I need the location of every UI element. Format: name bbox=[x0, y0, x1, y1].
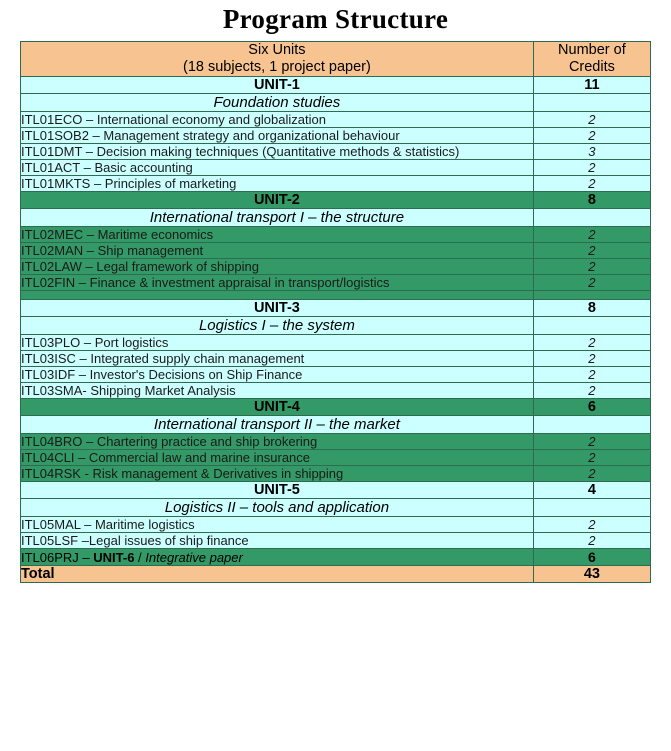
unit-label: UNIT-3 bbox=[21, 300, 534, 317]
subject-credits: 2 bbox=[533, 466, 650, 482]
subject-name: ITL02MEC – Maritime economics bbox=[21, 227, 534, 243]
subject-name: ITL02MAN – Ship management bbox=[21, 243, 534, 259]
subject-credits: 2 bbox=[533, 259, 650, 275]
subject-name: ITL02FIN – Finance & investment appraisal in transport/logistics bbox=[21, 275, 534, 291]
spacer-cell bbox=[21, 291, 534, 300]
subject-credits: 2 bbox=[533, 367, 650, 383]
header-credits-cell bbox=[533, 42, 650, 77]
unit-label: UNIT-1 bbox=[21, 77, 534, 94]
section-title-row bbox=[21, 317, 651, 335]
unit-label: UNIT-2 bbox=[21, 192, 534, 209]
section-title: International transport I – the structure bbox=[21, 209, 534, 227]
unit-label: UNIT-4 bbox=[21, 399, 534, 416]
project-paper-separator: / bbox=[134, 549, 146, 565]
spacer-cell bbox=[533, 291, 650, 300]
unit-row bbox=[21, 399, 651, 416]
subject-credits: 2 bbox=[533, 275, 650, 291]
unit-credits: 4 bbox=[533, 482, 650, 499]
subject-credits: 2 bbox=[533, 351, 650, 367]
project-paper-unit: UNIT-6 bbox=[93, 549, 135, 565]
table-row bbox=[21, 128, 651, 144]
total-credits: 43 bbox=[533, 566, 650, 583]
section-title-credits bbox=[533, 499, 650, 517]
table-row bbox=[21, 160, 651, 176]
subject-credits: 2 bbox=[533, 335, 650, 351]
project-paper-row bbox=[21, 549, 651, 566]
project-paper-name bbox=[21, 549, 534, 566]
table-row bbox=[21, 144, 651, 160]
table-row bbox=[21, 533, 651, 549]
section-title-credits bbox=[533, 416, 650, 434]
section-title-row bbox=[21, 416, 651, 434]
table-row bbox=[21, 434, 651, 450]
subject-credits: 3 bbox=[533, 144, 650, 160]
table-row bbox=[21, 351, 651, 367]
subject-name: ITL03ISC – Integrated supply chain management bbox=[21, 351, 534, 367]
project-paper-credits: 6 bbox=[533, 549, 650, 566]
subject-credits: 2 bbox=[533, 517, 650, 533]
subject-name: ITL01MKTS – Principles of marketing bbox=[21, 176, 534, 192]
table-header-row bbox=[21, 42, 651, 77]
section-title: Logistics I – the system bbox=[21, 317, 534, 335]
subject-name: ITL03IDF – Investor's Decisions on Ship Finance bbox=[21, 367, 534, 383]
section-title-credits bbox=[533, 94, 650, 112]
section-title-row bbox=[21, 94, 651, 112]
table-row bbox=[21, 517, 651, 533]
spacer-row bbox=[21, 291, 651, 300]
section-title-row bbox=[21, 499, 651, 517]
subject-name: ITL05MAL – Maritime logistics bbox=[21, 517, 534, 533]
total-row bbox=[21, 566, 651, 583]
subject-name: ITL03PLO – Port logistics bbox=[21, 335, 534, 351]
table-row bbox=[21, 367, 651, 383]
unit-credits: 11 bbox=[533, 77, 650, 94]
total-label: Total bbox=[21, 566, 534, 583]
subject-name: ITL01ECO – International economy and globalization bbox=[21, 112, 534, 128]
header-units-line2: (18 subjects, 1 project paper) bbox=[183, 59, 371, 75]
header-credits-line2: Credits bbox=[568, 59, 615, 75]
subject-name: ITL02LAW – Legal framework of shipping bbox=[21, 259, 534, 275]
subject-name: ITL04CLI – Commercial law and marine insurance bbox=[21, 450, 534, 466]
subject-credits: 2 bbox=[533, 383, 650, 399]
unit-credits: 8 bbox=[533, 192, 650, 209]
table-row bbox=[21, 259, 651, 275]
table-row bbox=[21, 450, 651, 466]
program-structure-table bbox=[20, 41, 651, 583]
section-title: Logistics II – tools and application bbox=[21, 499, 534, 517]
unit-row bbox=[21, 482, 651, 499]
unit-row bbox=[21, 77, 651, 94]
subject-credits: 2 bbox=[533, 176, 650, 192]
subject-credits: 2 bbox=[533, 450, 650, 466]
subject-credits: 2 bbox=[533, 160, 650, 176]
subject-credits: 2 bbox=[533, 128, 650, 144]
table-row bbox=[21, 275, 651, 291]
table-row bbox=[21, 112, 651, 128]
subject-credits: 2 bbox=[533, 533, 650, 549]
section-title-credits bbox=[533, 317, 650, 335]
header-units-cell bbox=[21, 42, 534, 77]
subject-name: ITL03SMA- Shipping Market Analysis bbox=[21, 383, 534, 399]
subject-credits: 2 bbox=[533, 227, 650, 243]
unit-credits: 8 bbox=[533, 300, 650, 317]
header-credits-line1: Number of bbox=[558, 42, 626, 58]
table-row bbox=[21, 335, 651, 351]
subject-credits: 2 bbox=[533, 434, 650, 450]
page-title: Program Structure bbox=[222, 4, 449, 34]
table-row bbox=[21, 227, 651, 243]
unit-row bbox=[21, 300, 651, 317]
table-row bbox=[21, 176, 651, 192]
subject-name: ITL01SOB2 – Management strategy and organizational behaviour bbox=[21, 128, 534, 144]
table-row bbox=[21, 243, 651, 259]
section-title: Foundation studies bbox=[21, 94, 534, 112]
subject-name: ITL04BRO – Chartering practice and ship brokering bbox=[21, 434, 534, 450]
project-paper-prefix: ITL06PRJ – bbox=[21, 549, 94, 565]
subject-name: ITL04RSK - Risk management & Derivatives in shipping bbox=[21, 466, 534, 482]
subject-name: ITL05LSF –Legal issues of ship finance bbox=[21, 533, 534, 549]
section-title: International transport II – the market bbox=[21, 416, 534, 434]
subject-credits: 2 bbox=[533, 112, 650, 128]
section-title-row bbox=[21, 209, 651, 227]
unit-row bbox=[21, 192, 651, 209]
header-units-line1: Six Units bbox=[248, 42, 306, 58]
subject-name: ITL01DMT – Decision making techniques (Quantitative methods & statistics) bbox=[21, 144, 534, 160]
project-paper-title: Integrative paper bbox=[145, 549, 243, 565]
table-row bbox=[21, 466, 651, 482]
section-title-credits bbox=[533, 209, 650, 227]
table-row bbox=[21, 383, 651, 399]
unit-label: UNIT-5 bbox=[21, 482, 534, 499]
unit-credits: 6 bbox=[533, 399, 650, 416]
subject-credits: 2 bbox=[533, 243, 650, 259]
subject-name: ITL01ACT – Basic accounting bbox=[21, 160, 534, 176]
